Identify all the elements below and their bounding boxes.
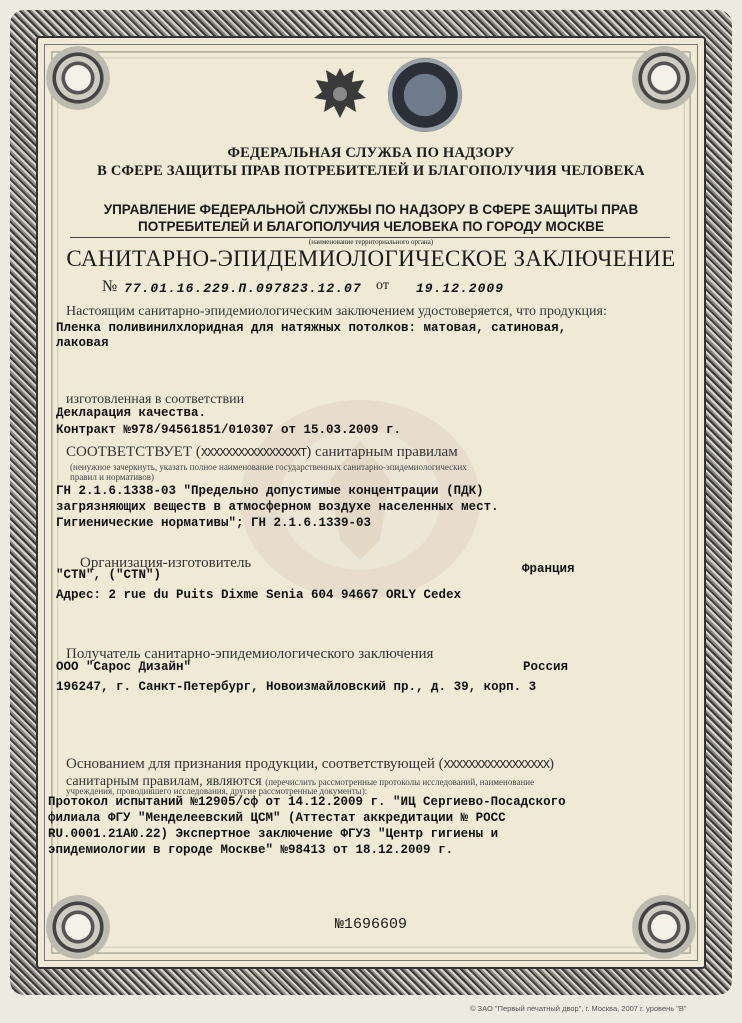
date-prefix: от bbox=[376, 278, 389, 293]
conforms-line-2: загрязняющих веществ в атмосферном воздухе населенных мест. bbox=[56, 500, 499, 514]
basis-note: учреждения, проводившего исследования, другие рассмотренные документы): bbox=[66, 786, 368, 796]
hologram-seal bbox=[388, 58, 462, 132]
manufacturer-name: "CTN", ("CTN") bbox=[56, 568, 162, 582]
department-line-2: ПОТРЕБИТЕЛЕЙ И БЛАГОПОЛУЧИЯ ЧЕЛОВЕКА ПО ГОРОДУ МОСКВЕ bbox=[138, 219, 604, 234]
printer-footer: © ЗАО "Первый печатный двор", г. Москва, 2007 г. уровень "В" bbox=[470, 1004, 687, 1013]
corner-ornament-top-right bbox=[632, 46, 696, 110]
manufactured-line-2: Контракт №978/94561851/010307 от 15.03.2009 г. bbox=[56, 423, 402, 437]
conforms-struck-text: XXXXXXXXXXXXXXXXT bbox=[200, 446, 307, 460]
recipient-name: ООО "Сарос Дизайн" bbox=[56, 660, 192, 674]
basis-line-2-text: санитарным правилам, являются bbox=[66, 774, 262, 789]
conforms-label-start: СООТВЕТСТВУЕТ ( bbox=[66, 444, 201, 460]
manufacturer-label: Организация-изготовитель bbox=[80, 555, 252, 571]
product-intro: Настоящим санитарно-эпидемиологическим заключением удостоверяется, что продукция: bbox=[66, 304, 607, 319]
certificate-number: 77.01.16.229.П.097823.12.07 bbox=[124, 281, 362, 296]
conforms-note-1: (ненужное зачеркнуть, указать полное наименование государственных санитарно-эпидемиологических bbox=[70, 462, 467, 472]
basis-text-2: филиала ФГУ "Менделеевский ЦСМ" (Аттестат аккредитации № РОСС bbox=[48, 811, 506, 825]
recipient-address: 196247, г. Санкт-Петербург, Новоизмайловский пр., д. 39, корп. 3 bbox=[56, 680, 537, 694]
basis-text-4: эпидемиологии в городе Москве" №98413 от 18.12.2009 г. bbox=[48, 843, 454, 857]
product-line-1: Пленка поливинилхлоридная для натяжных потолков: матовая, сатиновая, bbox=[56, 321, 567, 335]
basis-text-1: Протокол испытаний №12905/сф от 14.12.2009 г. "ИЦ Сергиево-Посадского bbox=[48, 795, 566, 809]
recipient-label: Получатель санитарно-эпидемиологического заключения bbox=[66, 646, 434, 662]
agency-line-2: В СФЕРЕ ЗАЩИТЫ ПРАВ ПОТРЕБИТЕЛЕЙ И БЛАГОПОЛУЧИЯ ЧЕЛОВЕКА bbox=[97, 163, 645, 179]
department-line-1: УПРАВЛЕНИЕ ФЕДЕРАЛЬНОЙ СЛУЖБЫ ПО НАДЗОРУ В СФЕРЕ ЗАЩИТЫ ПРАВ bbox=[103, 202, 639, 217]
manufactured-line-1: Декларация качества. bbox=[56, 406, 207, 420]
basis-line-1-end: ) bbox=[549, 756, 555, 772]
conforms-note-2: правил и нормативов) bbox=[70, 472, 154, 482]
manufactured-label: изготовленная в соответствии bbox=[66, 392, 245, 407]
certificate-title: САНИТАРНО-ЭПИДЕМИОЛОГИЧЕСКОЕ ЗАКЛЮЧЕНИЕ bbox=[66, 246, 676, 271]
manufacturer-country: Франция bbox=[522, 562, 575, 576]
basis-line-1 bbox=[66, 756, 554, 773]
corner-ornament-top-left bbox=[46, 46, 110, 110]
basis-struck-text: XXXXXXXXXXXXXXXXX bbox=[443, 758, 550, 772]
conforms-label bbox=[66, 444, 458, 461]
basis-text-3: RU.0001.21АЮ.22) Экспертное заключение ФГУЗ "Центр гигиены и bbox=[48, 827, 499, 841]
conforms-line-3: Гигиенические нормативы"; ГН 2.1.6.1339-03 bbox=[56, 516, 372, 530]
basis-line-1-text: Основанием для признания продукции, соответствующей ( bbox=[66, 756, 444, 772]
recipient-country: Россия bbox=[523, 660, 569, 674]
department-caption: (наименование территориального органа) bbox=[308, 238, 434, 246]
product-line-2: лаковая bbox=[56, 336, 109, 350]
serial-number: №1696609 bbox=[334, 916, 407, 933]
agency-line-1: ФЕДЕРАЛЬНАЯ СЛУЖБА ПО НАДЗОРУ bbox=[227, 145, 515, 161]
double-headed-eagle-icon bbox=[308, 62, 372, 124]
conforms-label-end: ) санитарным правилам bbox=[306, 444, 458, 460]
basis-line-2-note: (перечислить рассмотренные протоколы исследований, наименование bbox=[265, 777, 535, 787]
conforms-line-1: ГН 2.1.6.1338-03 "Предельно допустимые концентрации (ПДК) bbox=[56, 484, 484, 498]
certificate-date: 19.12.2009 bbox=[416, 281, 505, 296]
number-prefix: № bbox=[102, 278, 118, 295]
manufacturer-address: Адрес: 2 rue du Puits Dixme Senia 604 94667 ORLY Cedex bbox=[56, 588, 462, 602]
